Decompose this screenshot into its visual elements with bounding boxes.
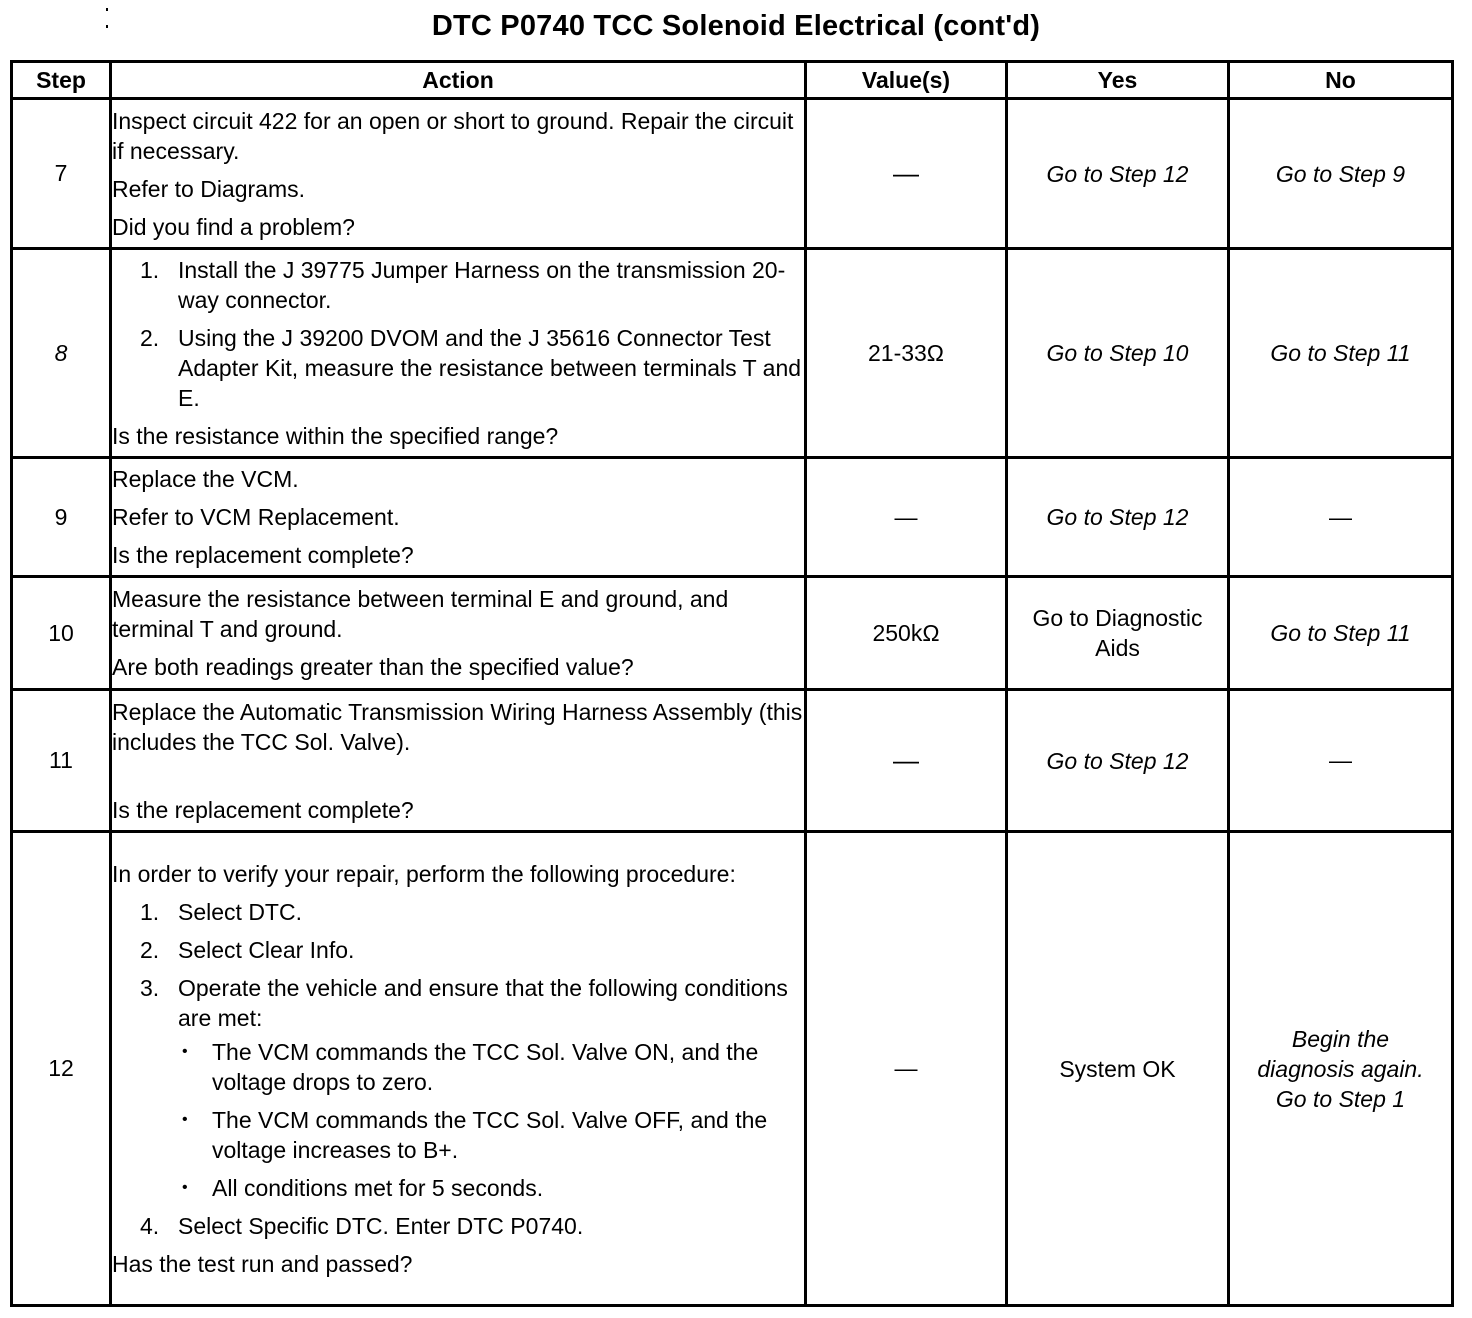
table-row [12, 458, 1453, 577]
yes-cell: Go to Diagnostic Aids [1007, 577, 1229, 690]
action-cell [111, 690, 806, 832]
list-item: 2. Using the J 39200 DVOM and the J 35616 Connector Test Adapter Kit, measure the resistance between terminals T and E. [140, 325, 802, 411]
step-number: 12 [12, 832, 111, 1306]
action-text: Inspect circuit 422 for an open or short to ground. Repair the circuit if necessary. [112, 107, 794, 164]
table-row [12, 249, 1453, 458]
no-cell: — [1229, 690, 1453, 832]
header-yes: Yes [1007, 62, 1229, 99]
action-text: Measure the resistance between terminal E and ground, and terminal T and ground. [112, 586, 729, 642]
step-number: 11 [12, 690, 111, 832]
table-row [12, 690, 1453, 832]
yes-cell: System OK [1007, 832, 1229, 1306]
numbered-list [112, 255, 804, 413]
page-title: DTC P0740 TCC Solenoid Electrical (cont'd) [431, 10, 1041, 42]
list-item: 3. Operate the vehicle and ensure that the following conditions are met: • The VCM commands the TCC Sol. Valve ON, and the voltage drops to zero. • The VCM commands the TCC Sol. Valve OFF, and the voltage increases to B+. • All conditions met for 5 seconds. [112, 973, 804, 1203]
bullet-list [178, 1037, 804, 1203]
action-question: Is the resistance within the specified range? [112, 423, 559, 449]
no-cell: — [1229, 458, 1453, 577]
table-row [12, 832, 1453, 1306]
bullet-item: • The VCM commands the TCC Sol. Valve OFF, and the voltage increases to B+. [182, 1106, 768, 1163]
step-number: 10 [12, 577, 111, 690]
numbered-list [112, 897, 804, 1241]
list-item: 4. Select Specific DTC. Enter DTC P0740. [140, 1212, 584, 1239]
action-text: Refer to VCM Replacement. [112, 504, 400, 530]
value-cell: — [806, 99, 1007, 249]
list-item: 1. Select DTC. [140, 898, 302, 925]
action-cell [111, 577, 806, 690]
action-cell [111, 249, 806, 458]
no-cell: Go to Step 11 [1229, 577, 1453, 690]
header-step: Step [12, 62, 111, 99]
value-cell: — [806, 458, 1007, 577]
yes-cell: Go to Step 12 [1007, 99, 1229, 249]
header-no: No [1229, 62, 1453, 99]
value-cell: 21-33Ω [806, 249, 1007, 458]
action-cell [111, 458, 806, 577]
no-cell: Go to Step 11 [1229, 249, 1453, 458]
value-cell: — [806, 690, 1007, 832]
list-item: 1. Install the J 39775 Jumper Harness on the transmission 20-way connector. [140, 257, 786, 313]
action-text: Replace the Automatic Transmission Wiring Harness Assembly (this includes the TCC Sol. Valve). [112, 698, 803, 755]
action-text: Refer to Diagrams. [112, 175, 306, 202]
no-cell: Begin the diagnosis again. Go to Step 1 [1229, 832, 1453, 1306]
header-values: Value(s) [806, 62, 1007, 99]
yes-cell: Go to Step 12 [1007, 690, 1229, 832]
action-question: Is the replacement complete? [112, 542, 414, 568]
table-header-row [12, 62, 1453, 99]
yes-cell: Go to Step 10 [1007, 249, 1229, 458]
action-question: Are both readings greater than the specified value? [112, 654, 634, 680]
list-item: 2. Select Clear Info. [140, 936, 355, 963]
no-cell: Go to Step 9 [1229, 99, 1453, 249]
table-row [12, 577, 1453, 690]
value-cell: — [806, 832, 1007, 1306]
step-number: 8 [12, 249, 111, 458]
action-question: Has the test run and passed? [112, 1250, 413, 1277]
action-text: In order to verify your repair, perform the following procedure: [112, 860, 736, 887]
diagnostic-table [10, 60, 1454, 1307]
action-text: Replace the VCM. [112, 466, 299, 492]
bullet-item: • All conditions met for 5 seconds. [182, 1174, 544, 1201]
step-number: 9 [12, 458, 111, 577]
bullet-item: • The VCM commands the TCC Sol. Valve ON, and the voltage drops to zero. [182, 1038, 759, 1095]
header-action: Action [111, 62, 806, 99]
action-question: Did you find a problem? [112, 213, 355, 240]
table-row [12, 99, 1453, 249]
yes-cell: Go to Step 12 [1007, 458, 1229, 577]
action-cell [111, 832, 806, 1306]
value-cell: 250kΩ [806, 577, 1007, 690]
action-cell [111, 99, 806, 249]
step-number: 7 [12, 99, 111, 249]
action-question: Is the replacement complete? [112, 796, 414, 823]
